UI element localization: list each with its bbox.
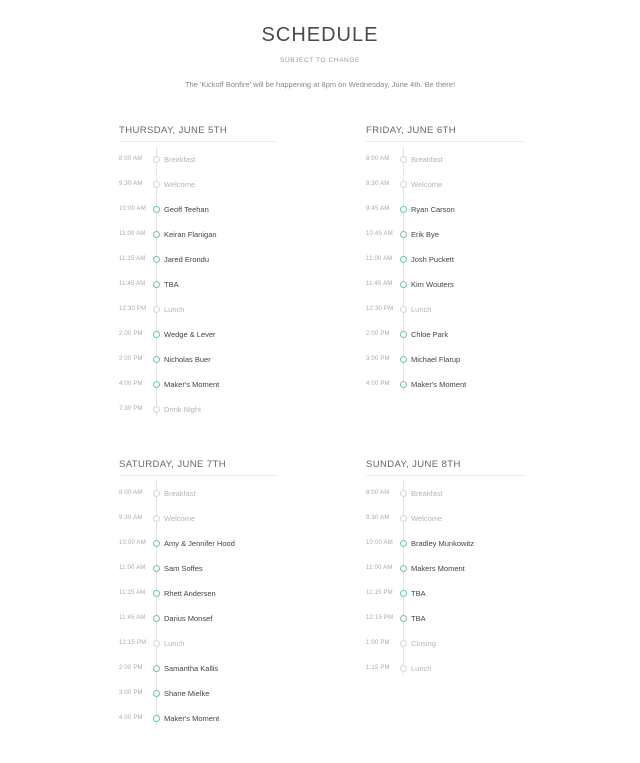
event-name: Keiran Flanigan (164, 230, 217, 239)
day-divider (366, 475, 524, 476)
event-time: 11:00 AM (366, 256, 393, 262)
schedule-item (366, 147, 524, 172)
timeline-dot-icon (153, 306, 160, 313)
event-name: Breakfast (411, 489, 443, 498)
timeline-dot-icon (153, 690, 160, 697)
timeline-dot-icon (153, 515, 160, 522)
timeline-dot-icon (153, 231, 160, 238)
event-time: 11:00 AM (119, 565, 146, 571)
timeline-dot-icon (153, 715, 160, 722)
event-name: Breakfast (164, 489, 196, 498)
event-name: Nicholas Buer (164, 355, 211, 364)
schedule-item (366, 172, 524, 197)
schedule-item (366, 222, 524, 247)
event-name: Erik Bye (411, 230, 439, 239)
event-time: 2:00 PM (119, 331, 143, 337)
event-time: 3:00 PM (119, 690, 143, 696)
schedule-item (119, 247, 277, 272)
event-time: 10:00 AM (366, 540, 393, 546)
timeline-dot-icon (153, 181, 160, 188)
schedule-item (366, 272, 524, 297)
event-list (366, 147, 524, 397)
event-name: Lunch (411, 664, 432, 673)
timeline-dot-icon (153, 540, 160, 547)
event-name: Lunch (164, 305, 185, 314)
event-name: TBA (164, 280, 179, 289)
event-name: Rhett Andersen (164, 589, 216, 598)
schedule-item (366, 656, 524, 681)
schedule-item (119, 606, 277, 631)
day-title: FRIDAY, JUNE 6TH (366, 125, 456, 136)
event-time: 3:00 PM (119, 356, 143, 362)
timeline-dot-icon (153, 490, 160, 497)
timeline-dot-icon (400, 381, 407, 388)
event-time: 1:00 PM (366, 640, 390, 646)
timeline-dot-icon (153, 565, 160, 572)
event-name: Welcome (411, 514, 443, 523)
timeline-dot-icon (400, 306, 407, 313)
event-time: 12:30 PM (119, 306, 147, 312)
schedule-item (119, 322, 277, 347)
schedule-item (119, 581, 277, 606)
timeline-dot-icon (153, 665, 160, 672)
timeline-dot-icon (400, 565, 407, 572)
timeline-dot-icon (153, 640, 160, 647)
schedule-item (119, 197, 277, 222)
timeline-dot-icon (153, 356, 160, 363)
event-name: Jared Erondu (164, 255, 210, 264)
schedule-item (119, 347, 277, 372)
event-time: 11:00 AM (366, 565, 393, 571)
day-title: THURSDAY, JUNE 5TH (119, 125, 228, 136)
event-time: 10:00 AM (119, 206, 146, 212)
schedule-item (119, 706, 277, 731)
schedule-item (119, 531, 277, 556)
event-name: Drink Night (164, 405, 202, 414)
schedule-item (366, 506, 524, 531)
event-name: TBA (411, 614, 426, 623)
timeline-dot-icon (153, 281, 160, 288)
event-time: 11:45 AM (119, 281, 146, 287)
day-divider (119, 141, 277, 142)
event-time: 4:00 PM (119, 715, 143, 721)
timeline-dot-icon (400, 206, 407, 213)
timeline-dot-icon (153, 206, 160, 213)
timeline-dot-icon (400, 540, 407, 547)
day-thursday (119, 123, 277, 422)
event-time: 8:00 AM (366, 156, 390, 162)
event-time: 12:30 PM (366, 306, 394, 312)
timeline-dot-icon (400, 356, 407, 363)
day-title: SATURDAY, JUNE 7TH (119, 459, 226, 470)
event-time: 3:00 PM (366, 356, 390, 362)
timeline-dot-icon (400, 156, 407, 163)
event-name: Samantha Kallis (164, 664, 219, 673)
day-friday (366, 123, 524, 397)
event-name: Josh Puckett (411, 255, 454, 264)
event-time: 2:00 PM (119, 665, 143, 671)
timeline-dot-icon (400, 665, 407, 672)
event-time: 11:45 AM (366, 281, 393, 287)
day-title: SUNDAY, JUNE 8TH (366, 459, 461, 470)
schedule-item (366, 531, 524, 556)
event-time: 9:30 AM (366, 181, 390, 187)
timeline-dot-icon (400, 615, 407, 622)
page-title: SCHEDULE (261, 24, 379, 46)
event-time: 12:15 PM (366, 615, 394, 621)
day-saturday (119, 457, 277, 731)
page-subtitle: SUBJECT TO CHANGE (280, 57, 360, 64)
event-name: Makers Moment (411, 564, 465, 573)
event-list (119, 481, 277, 731)
schedule-item (366, 581, 524, 606)
event-name: Chloe Park (411, 330, 449, 339)
timeline-dot-icon (400, 640, 407, 647)
schedule-item (119, 631, 277, 656)
event-time: 11:15 PM (366, 590, 393, 596)
day-divider (119, 475, 277, 476)
event-time: 4:00 PM (119, 381, 143, 387)
schedule-item (119, 481, 277, 506)
timeline-dot-icon (400, 490, 407, 497)
event-time: 11:15 AM (119, 590, 146, 596)
timeline-dot-icon (153, 156, 160, 163)
schedule-item (366, 372, 524, 397)
schedule-item (366, 247, 524, 272)
day-divider (366, 141, 524, 142)
schedule-item (119, 172, 277, 197)
bonfire-notice: The 'Kickoff Bonfire' will be happening at 8pm on Wednesday, June 4th. Be there! (184, 80, 456, 89)
timeline-dot-icon (400, 590, 407, 597)
schedule-item (119, 372, 277, 397)
schedule-item (366, 631, 524, 656)
schedule-item (119, 272, 277, 297)
schedule-item (366, 481, 524, 506)
timeline-dot-icon (400, 331, 407, 338)
event-name: Welcome (164, 514, 196, 523)
event-time: 7:30 PM (119, 406, 143, 412)
event-name: Welcome (411, 180, 443, 189)
schedule-item (119, 147, 277, 172)
event-name: Michael Flarup (411, 355, 461, 364)
event-time: 9:45 AM (366, 206, 390, 212)
event-name: Wedge & Lever (164, 330, 216, 339)
timeline-dot-icon (153, 331, 160, 338)
schedule-item (119, 506, 277, 531)
event-name: Amy & Jennifer Hood (164, 539, 235, 548)
event-time: 11:00 AM (119, 231, 146, 237)
timeline-dot-icon (153, 406, 160, 413)
schedule-item (366, 322, 524, 347)
event-time: 10:00 AM (119, 540, 146, 546)
schedule-item (119, 556, 277, 581)
timeline-dot-icon (400, 281, 407, 288)
event-list (119, 147, 277, 422)
event-time: 1:15 PM (366, 665, 390, 671)
schedule-item (119, 297, 277, 322)
event-time: 4:00 PM (366, 381, 390, 387)
event-name: TBA (411, 589, 426, 598)
event-name: Lunch (164, 639, 185, 648)
schedule-item (119, 222, 277, 247)
timeline-dot-icon (153, 381, 160, 388)
event-name: Kim Wouters (411, 280, 454, 289)
schedule-item (366, 606, 524, 631)
event-time: 8:00 AM (366, 490, 390, 496)
schedule-item (366, 297, 524, 322)
event-time: 11:15 AM (119, 256, 146, 262)
schedule-item (119, 397, 277, 422)
event-name: Lunch (411, 305, 432, 314)
timeline-dot-icon (400, 515, 407, 522)
event-name: Maker's Moment (411, 380, 467, 389)
event-time: 11:45 AM (119, 615, 146, 621)
event-name: Ryan Carson (411, 205, 455, 214)
timeline-dot-icon (153, 590, 160, 597)
event-name: Bradley Munkowitz (411, 539, 474, 548)
schedule-item (366, 556, 524, 581)
event-name: Geoff Teehan (164, 205, 209, 214)
event-name: Breakfast (411, 155, 443, 164)
event-time: 8:00 AM (119, 156, 143, 162)
timeline-dot-icon (153, 615, 160, 622)
event-name: Breakfast (164, 155, 196, 164)
timeline-dot-icon (153, 256, 160, 263)
day-sunday (366, 457, 524, 681)
timeline-dot-icon (400, 181, 407, 188)
event-time: 12:15 PM (119, 640, 147, 646)
timeline-dot-icon (400, 256, 407, 263)
event-name: Maker's Moment (164, 714, 220, 723)
event-time: 9:30 AM (366, 515, 390, 521)
event-time: 8:00 AM (119, 490, 143, 496)
event-time: 9:30 AM (119, 515, 143, 521)
schedule-item (119, 656, 277, 681)
event-time: 2:00 PM (366, 331, 390, 337)
event-time: 9:30 AM (119, 181, 143, 187)
event-name: Closing (411, 639, 437, 648)
schedule-item (366, 347, 524, 372)
schedule-item (119, 681, 277, 706)
event-name: Darius Monsef (164, 614, 213, 623)
event-list (366, 481, 524, 681)
event-name: Maker's Moment (164, 380, 220, 389)
event-name: Welcome (164, 180, 196, 189)
event-name: Sam Soffes (164, 564, 203, 573)
timeline-dot-icon (400, 231, 407, 238)
event-name: Shane Mielke (164, 689, 210, 698)
event-time: 10:45 AM (366, 231, 393, 237)
schedule-item (366, 197, 524, 222)
